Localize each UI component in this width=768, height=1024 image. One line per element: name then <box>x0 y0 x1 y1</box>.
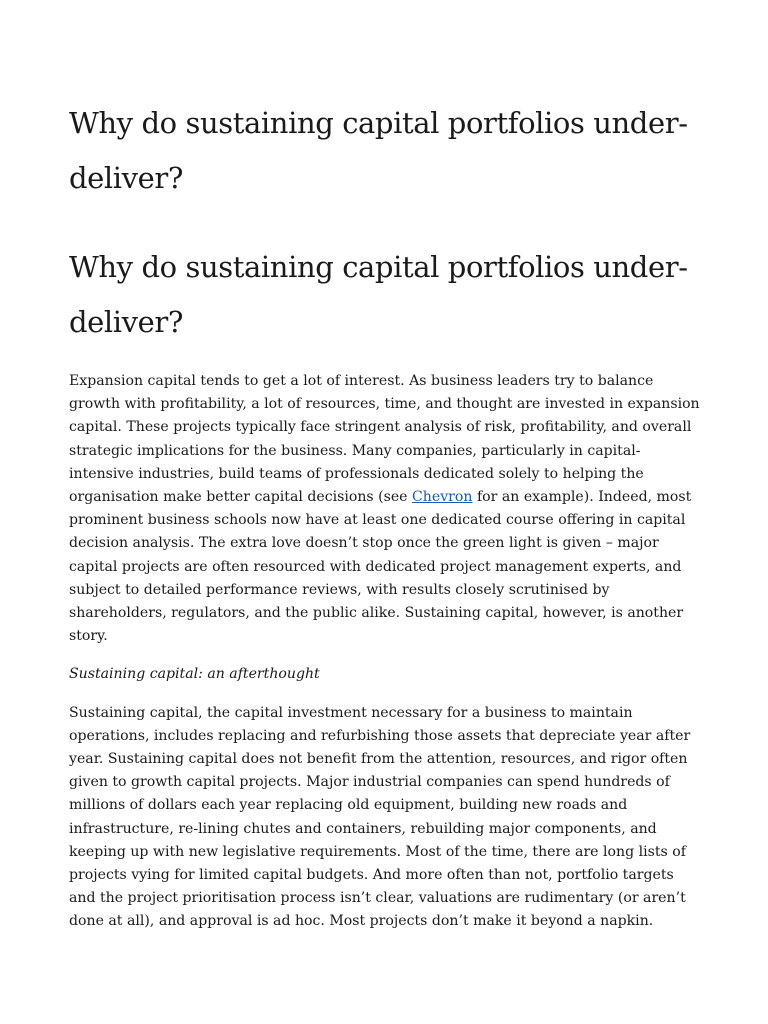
intro-text-after-link: for an example). Indeed, most prominent business schools now have at least one dedicated course offering in capital decision analysis. The extra love doesn’t stop once the green light is given – major capital projects are often resourced with dedicated project management experts, and subject to detailed performance reviews, with results closely scrutinised by shareholders, regulators, and the public alike. Sustaining capital, however, is another story. <box>69 489 692 645</box>
intro-paragraph <box>69 370 701 648</box>
article-title-repeat: Why do sustaining capital portfolios under-deliver? <box>69 250 688 339</box>
chevron-link[interactable]: Chevron <box>412 489 473 506</box>
section-subheading: Sustaining capital: an afterthought <box>69 666 320 683</box>
body-paragraph: Sustaining capital, the capital investment necessary for a business to maintain operations, includes replacing and refurbishing those assets that depreciate year after year. Sustaining capital does not benefit from the attention, resources, and rigor often given to growth capital projects. Major industrial companies can spend hundreds of millions of dollars each year replacing old equipment, building new roads and infrastructure, re-lining chutes and containers, rebuilding major components, and keeping up with new legislative requirements. Most of the time, there are long lists of projects vying for limited capital budgets. And more often than not, portfolio targets and the project prioritisation process isn’t clear, valuations are rudimentary (or aren’t done at all), and approval is ad hoc. Most projects don’t make it beyond a napkin. <box>69 704 691 930</box>
article <box>69 96 701 934</box>
article-title: Why do sustaining capital portfolios under-deliver? <box>69 106 688 195</box>
intro-text-before-link: Expansion capital tends to get a lot of interest. As business leaders try to balance growth with profitability, a lot of resources, time, and thought are invested in expansion capital. These projects typically face stringent analysis of risk, profitability, and overall strategic implications for the business. Many companies, particularly in capital-intensive industries, build teams of professionals dedicated solely to helping the organisation make better capital decisions (see <box>69 373 700 506</box>
